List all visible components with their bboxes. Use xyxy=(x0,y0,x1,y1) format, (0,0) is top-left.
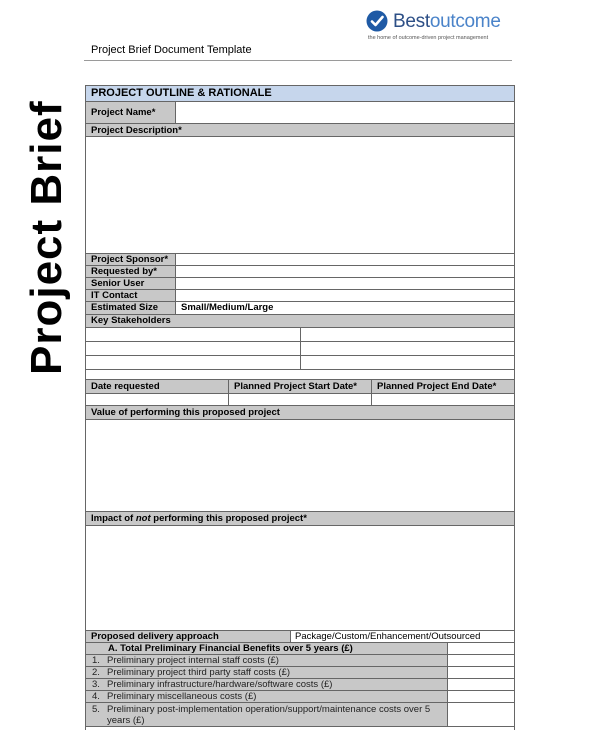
value-performing-label: Value of performing this proposed project xyxy=(86,406,514,420)
senior-user-input[interactable] xyxy=(176,278,514,289)
stakeholder-cell[interactable] xyxy=(301,356,514,369)
project-description-input[interactable] xyxy=(86,137,514,254)
delivery-approach-options[interactable]: Package/Custom/Enhancement/Outsourced xyxy=(295,631,481,642)
checkmark-logo-icon xyxy=(366,10,388,32)
stakeholder-spacer xyxy=(86,370,514,380)
header-divider xyxy=(84,60,512,61)
vertical-page-title: Project Brief xyxy=(22,100,71,375)
cost-item-input[interactable] xyxy=(448,655,514,666)
planned-start-input[interactable] xyxy=(229,394,372,405)
cost-item-row xyxy=(86,679,514,691)
stakeholder-cell[interactable] xyxy=(86,342,301,355)
requested-by-input[interactable] xyxy=(176,266,514,277)
document-title: Project Brief Document Template xyxy=(91,44,252,56)
it-contact-label: IT Contact xyxy=(86,290,176,301)
estimated-size-input[interactable]: Small/Medium/Large xyxy=(181,302,274,313)
project-name-input[interactable] xyxy=(176,102,514,123)
senior-user-label: Senior User xyxy=(86,278,176,289)
it-contact-input[interactable] xyxy=(176,290,514,301)
estimated-size-row xyxy=(86,302,514,315)
delivery-approach-label: Proposed delivery approach xyxy=(86,631,291,642)
impact-not-performing-label: Impact of not performing this proposed project* xyxy=(86,512,514,526)
value-performing-input[interactable] xyxy=(86,420,514,512)
cost-item-input[interactable] xyxy=(448,691,514,702)
stakeholder-row xyxy=(86,342,514,356)
project-sponsor-input[interactable] xyxy=(176,254,514,265)
cost-item-row xyxy=(86,691,514,703)
impact-not-performing-input[interactable] xyxy=(86,526,514,631)
key-stakeholders-label: Key Stakeholders xyxy=(86,315,514,328)
project-name-row xyxy=(86,102,514,124)
project-name-label: Project Name* xyxy=(86,102,176,123)
project-sponsor-label: Project Sponsor* xyxy=(86,254,176,265)
logo-tagline: the home of outcome-driven project management xyxy=(368,35,489,41)
cost-item-row xyxy=(86,667,514,679)
cost-item-label: 5. Preliminary post-implementation operation/support/maintenance costs over 5 years (£) xyxy=(86,703,448,726)
estimated-size-label: Estimated Size xyxy=(86,302,176,314)
delivery-approach-row xyxy=(86,631,514,643)
bestoutcome-logo xyxy=(366,10,516,46)
planned-start-label: Planned Project Start Date* xyxy=(229,380,372,393)
cost-item-label: 2. Preliminary project third party staff costs (£) xyxy=(86,667,448,678)
dates-input-row xyxy=(86,394,514,406)
dates-header-row xyxy=(86,380,514,394)
date-requested-input[interactable] xyxy=(86,394,229,405)
benefits-total-input[interactable] xyxy=(448,643,514,654)
cost-item-row xyxy=(86,655,514,667)
cost-item-label: 1. Preliminary project internal staff costs (£) xyxy=(86,655,448,666)
project-sponsor-row xyxy=(86,254,514,266)
stakeholder-cell[interactable] xyxy=(301,328,514,341)
requested-by-row xyxy=(86,266,514,278)
cost-item-input[interactable] xyxy=(448,667,514,678)
project-brief-form xyxy=(85,85,515,730)
senior-user-row xyxy=(86,278,514,290)
cost-item-label: 4. Preliminary miscellaneous costs (£) xyxy=(86,691,448,702)
cost-item-label: 3. Preliminary infrastructure/hardware/software costs (£) xyxy=(86,679,448,690)
stakeholder-cell[interactable] xyxy=(86,328,301,341)
date-requested-label: Date requested xyxy=(86,380,229,393)
stakeholder-row xyxy=(86,328,514,342)
benefits-heading-row xyxy=(86,643,514,655)
stakeholder-row xyxy=(86,356,514,370)
cost-item-row xyxy=(86,703,514,727)
logo-wordmark: Bestoutcome xyxy=(393,11,501,32)
stakeholder-cell[interactable] xyxy=(86,356,301,369)
cost-item-input[interactable] xyxy=(448,679,514,690)
project-description-label: Project Description* xyxy=(86,124,514,137)
section-header: PROJECT OUTLINE & RATIONALE xyxy=(86,86,514,102)
planned-end-input[interactable] xyxy=(372,394,514,405)
planned-end-label: Planned Project End Date* xyxy=(377,381,497,392)
benefits-heading: A. Total Preliminary Financial Benefits over 5 years (£) xyxy=(86,643,448,654)
it-contact-row xyxy=(86,290,514,302)
cost-item-input[interactable] xyxy=(448,703,514,726)
stakeholder-cell[interactable] xyxy=(301,342,514,355)
requested-by-label: Requested by* xyxy=(86,266,176,277)
